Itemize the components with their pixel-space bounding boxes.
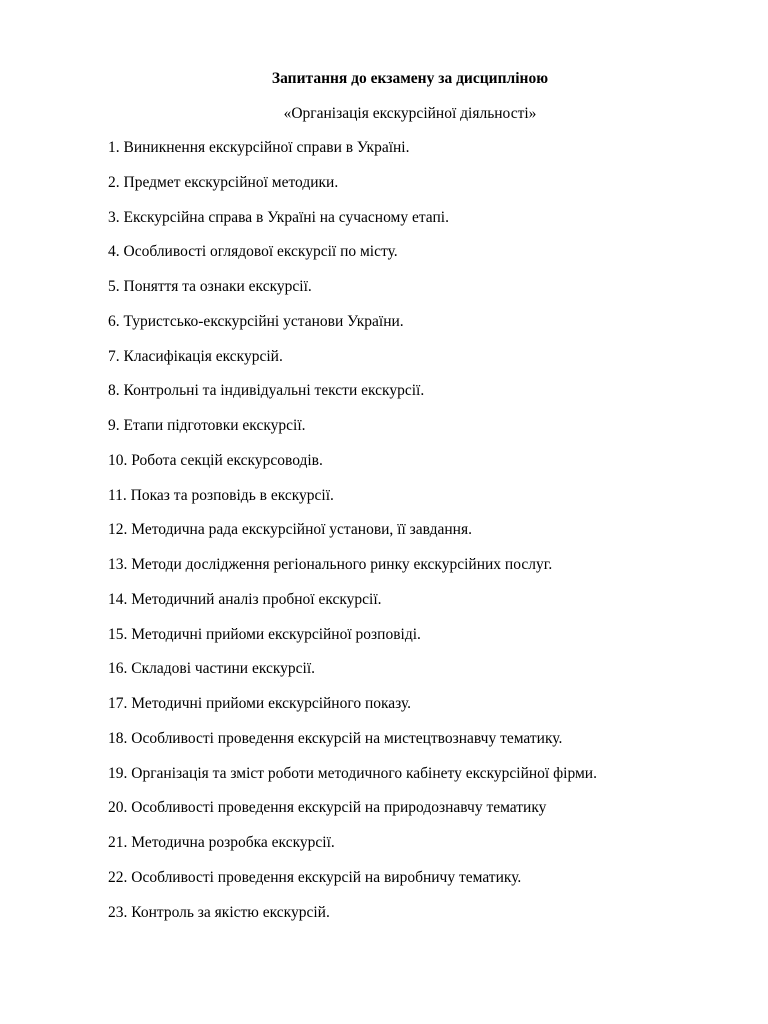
question-item: 6. Туристсько-екскурсійні установи України.	[108, 312, 404, 330]
question-item: 2. Предмет екскурсійної методики.	[108, 173, 339, 191]
question-item: 20. Особливості проведення екскурсій на природознавчу тематику	[108, 799, 547, 817]
question-list	[108, 138, 748, 937]
question-item: 12. Методична рада екскурсійної установи, її завдання.	[108, 521, 472, 539]
question-item: 14. Методичний аналіз пробної екскурсії.	[108, 590, 382, 608]
question-item: 9. Етапи підготовки екскурсії.	[108, 417, 306, 434]
question-item: 22. Особливості проведення екскурсій на виробничу тематику.	[108, 868, 522, 886]
question-item: 16. Складові частини екскурсії.	[108, 660, 316, 678]
question-item: 19. Організація та зміст роботи методичного кабінету екскурсійної фірми.	[108, 764, 597, 782]
question-item: 4. Особливості оглядової екскурсії по місту.	[108, 243, 398, 261]
document-title: Запитання до екзамену за дисципліною	[271, 70, 549, 87]
question-item: 1. Виникнення екскурсійної справи в Україні.	[108, 139, 410, 156]
question-item: 3. Екскурсійна справа в Україні на сучасному етапі.	[108, 208, 449, 226]
question-item: 17. Методичні прийоми екскурсійного показу.	[108, 695, 412, 712]
question-item: 18. Особливості проведення екскурсій на мистецтвознавчу тематику.	[108, 729, 563, 747]
question-item: 7. Класифікація екскурсій.	[108, 347, 283, 365]
question-item: 15. Методичні прийоми екскурсійної розповіді.	[108, 625, 421, 643]
question-item: 21. Методична розробка екскурсії.	[108, 834, 335, 851]
document-subtitle: «Організація екскурсійної діяльності»	[283, 105, 537, 122]
question-item: 23. Контроль за якістю екскурсій.	[108, 903, 330, 921]
question-item: 5. Поняття та ознаки екскурсії.	[108, 278, 312, 295]
question-item: 11. Показ та розповідь в екскурсії.	[108, 486, 334, 504]
question-item: 13. Методи дослідження регіонального ринку екскурсійних послуг.	[108, 556, 553, 573]
question-item: 8. Контрольні та індивідуальні тексти екскурсії.	[108, 382, 425, 400]
question-item: 10. Робота секцій екскурсоводів.	[108, 451, 323, 469]
